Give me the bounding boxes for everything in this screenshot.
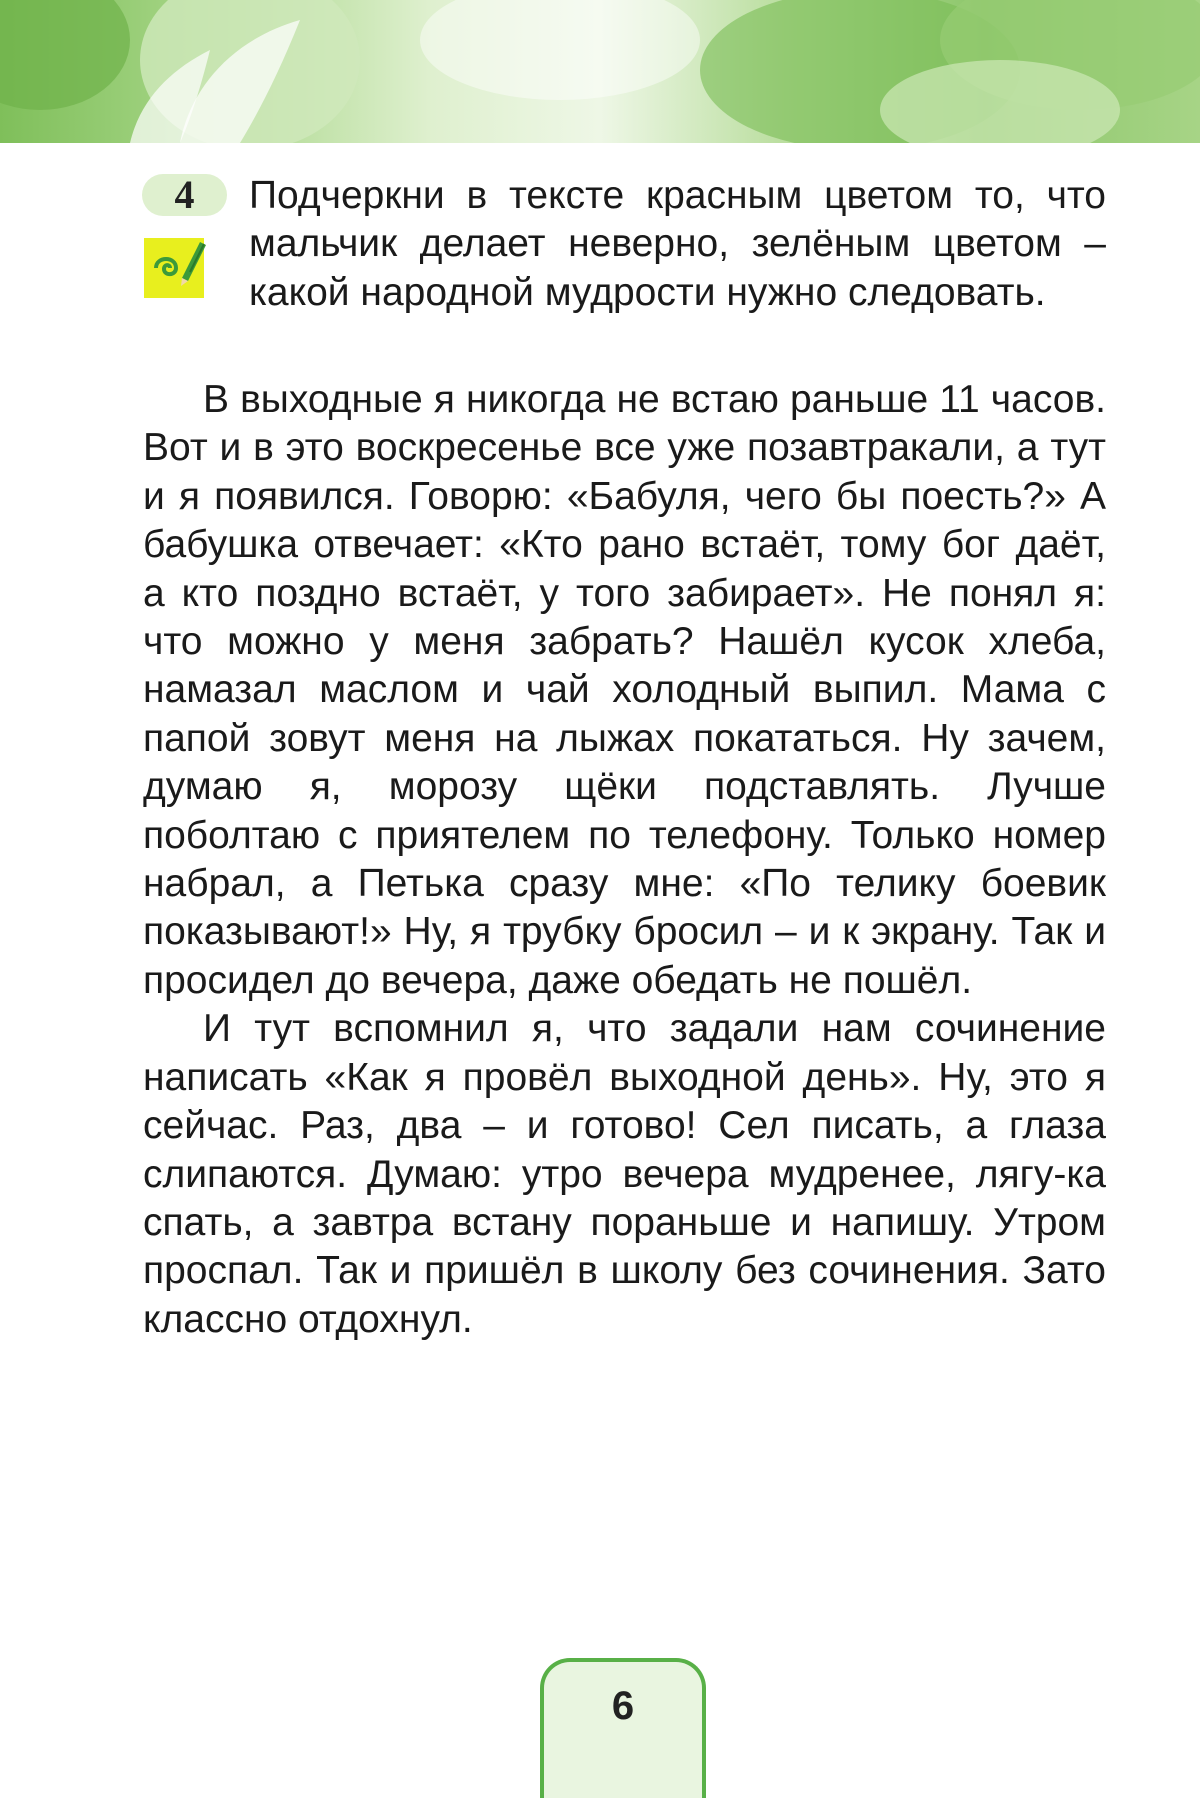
page-number-tab xyxy=(540,1658,706,1798)
header-banner xyxy=(0,0,1200,143)
story-paragraph-1: В выходные я никогда не встаю раньше 11 часов. Вот и в это воскресенье все уже позавтракали, а тут и я появился. Говорю: «Бабуля, чего бы поесть?» А бабушка отвечает: «Кто рано встаёт, тому бог даёт, а кто поздно встаёт, у того забирает». Не понял я: что можно у меня забрать? Нашёл кусок хлеба, намазал маслом и чай холодный выпил. Мама с папой зовут меня на лыжах покататься. Ну зачем, думаю я, морозу щёки подставлять. Лучше поболтаю с приятелем по телефону. Только номер набрал, а Петька сразу мне: «По телику боевик показывают!» Ну, я трубку бросил – и к экрану. Так и просидел до вечера, даже обедать не пошёл. xyxy=(143,378,1106,1002)
page-number: 6 xyxy=(611,1684,635,1728)
story-paragraph-2: И тут вспомнил я, что задали нам сочинение написать «Как я провёл выходной день». Ну, это я сейчас. Раз, два – и готово! Сел писать, а глаза слипаются. Думаю: утро вечера мудренее, лягу-ка спать, а завтра встану пораньше и напишу. Утром проспал. Так и пришёл в школу без сочинения. Зато классно отдохнул. xyxy=(143,1007,1106,1341)
pencil-spiral-icon xyxy=(142,234,208,300)
task-instruction: Подчеркни в тексте красным цветом то, что мальчик делает неверно, зелёным цветом – какой народной мудрости нужно следовать. xyxy=(249,174,1106,314)
foliage-decoration xyxy=(0,0,1200,143)
story-text xyxy=(143,376,1106,1344)
task-number-badge: 4 xyxy=(142,174,227,216)
